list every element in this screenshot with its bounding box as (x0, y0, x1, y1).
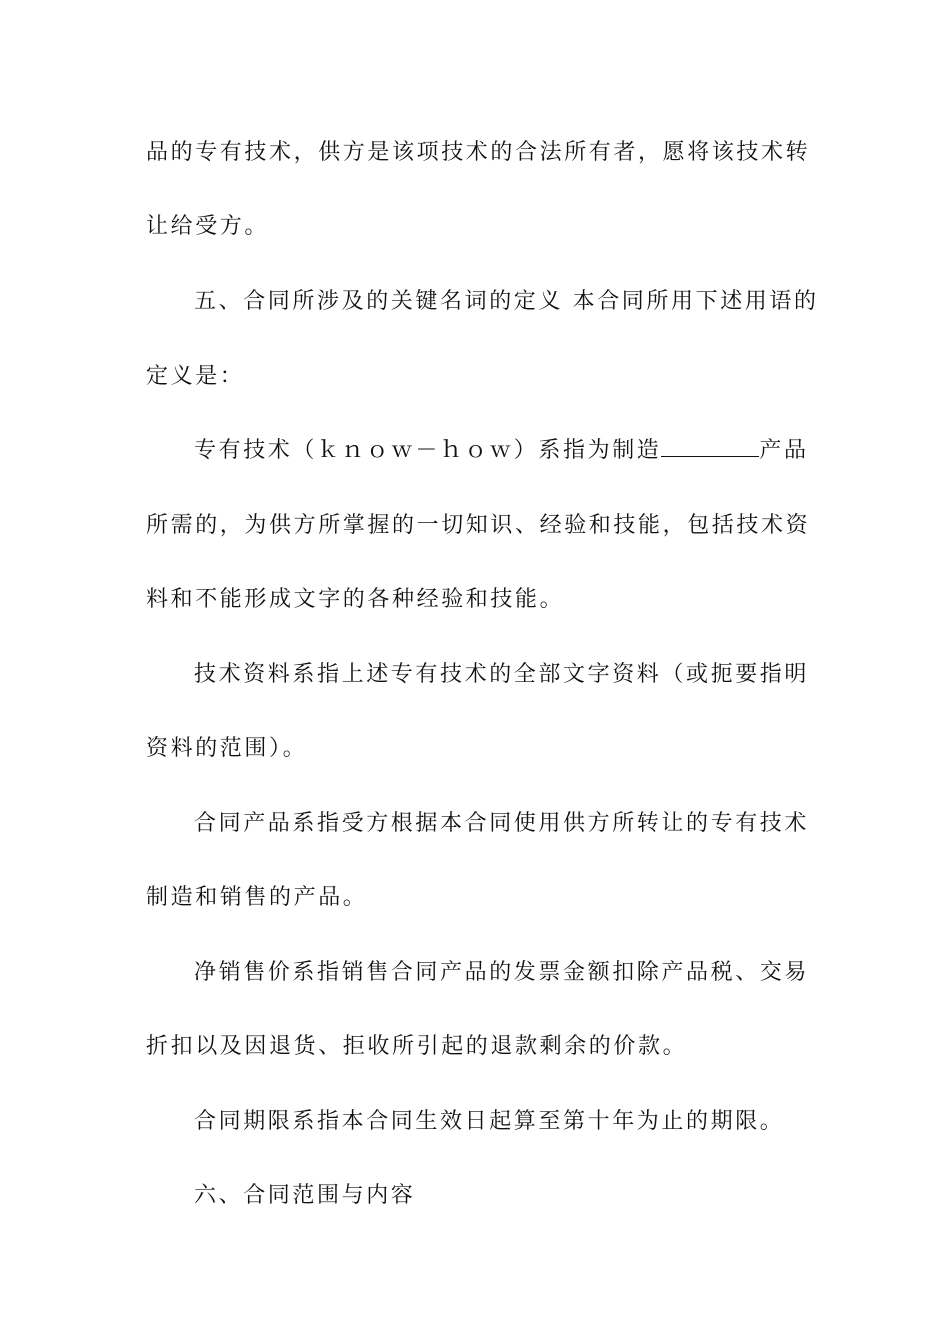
paragraph-line: 所需的，为供方所掌握的一切知识、经验和技能，包括技术资 (146, 513, 811, 538)
text-after-blank: 产品 (759, 438, 809, 463)
fill-in-blank (661, 436, 759, 457)
section-heading: 五、合同所涉及的关键名词的定义 本合同所用下述用语的 (194, 289, 819, 314)
paragraph-line: 技术资料系指上述专有技术的全部文字资料（或扼要指明 (194, 662, 810, 687)
paragraph-line: 品的专有技术，供方是该项技术的合法所有者，愿将该技术转 (146, 140, 811, 165)
text-before-blank: 专有技术（ｋｎｏｗ－ｈｏｗ）系指为制造 (194, 438, 662, 463)
paragraph-line: 净销售价系指销售合同产品的发票金额扣除产品税、交易 (194, 960, 810, 985)
paragraph-line (194, 436, 809, 466)
paragraph-line: 料和不能形成文字的各种经验和技能。 (146, 587, 565, 612)
paragraph-line: 让给受方。 (146, 214, 270, 239)
paragraph-line: 合同产品系指受方根据本合同使用供方所转让的专有技术 (194, 811, 810, 836)
paragraph-line: 资料的范围）。 (146, 736, 308, 761)
paragraph-line: 折扣以及因退货、拒收所引起的退款剩余的价款。 (146, 1034, 688, 1059)
paragraph-line: 合同期限系指本合同生效日起算至第十年为止的期限。 (194, 1109, 785, 1134)
section-heading: 六、合同范围与内容 (194, 1183, 416, 1208)
paragraph-line: 定义是： (146, 364, 245, 389)
paragraph-line: 制造和销售的产品。 (146, 885, 368, 910)
